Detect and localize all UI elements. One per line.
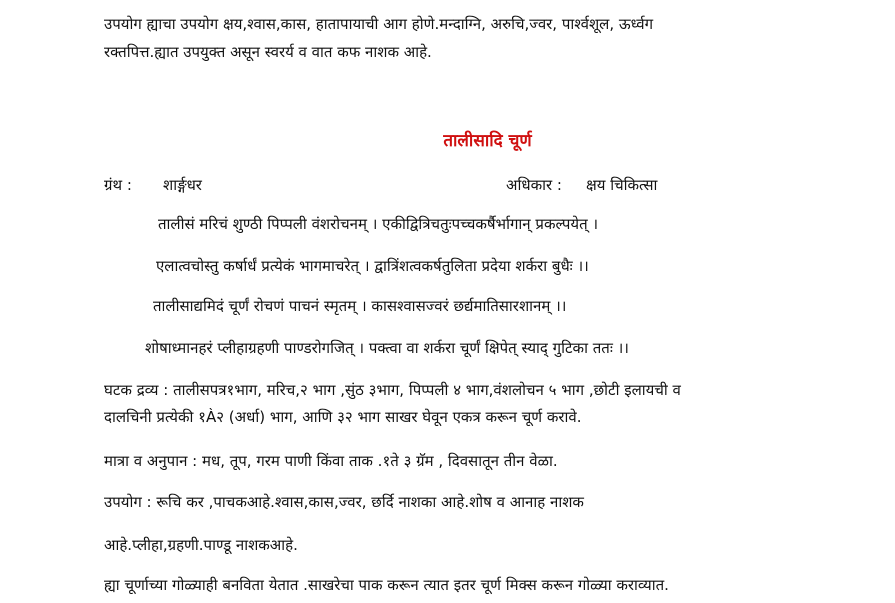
shloka-line-2: एलात्वचोस्तु कर्षार्धं प्रत्येकं भागमाचरेत् । द्वात्रिंशत्वकर्षतुलिता प्रदेया शर्करा बुधैः ।। xyxy=(156,257,589,275)
intro-line-1: उपयोग ह्याचा उपयोग क्षय,श्वास,कास, हातापायाची आग होणे.मन्दाग्नि, अरुचि,ज्वर, पार्श्वशूल, ऊर्ध्वग xyxy=(104,15,654,33)
section-title: तालीसादि चूर्ण xyxy=(443,131,532,151)
upyog-line-2: आहे.प्लीहा,ग्रहणी.पाण्डू नाशकआहे. xyxy=(104,536,298,554)
upyog-line-1: उपयोग : रूचि कर ,पाचकआहे.श्वास,कास,ज्वर, छर्दि नाशका आहे.शोष व आनाह नाशक xyxy=(104,493,584,511)
ghatak-line-2: दालचिनी प्रत्येकी १À२ (अर्धा) भाग, आणि ३२ भाग साखर घेवून एकत्र करून चूर्ण करावे. xyxy=(104,408,582,426)
closing-note: ह्या चूर्णाच्या गोळ्याही बनविता येतात .साखरेचा पाक करून त्यात इतर चूर्ण मिक्स करून गोळ्या कराव्यात. xyxy=(104,576,669,594)
shloka-line-1: तालीसं मरिचं शुण्ठी पिप्पली वंशरोचनम् । एकीद्वित्रिचतुःपच्चकर्षैर्भागान् प्रकल्पयेत् । xyxy=(158,215,599,233)
intro-line-2: रक्तपित्त.ह्यात उपयुक्त असून स्वरर्य व वात कफ नाशक आहे. xyxy=(104,43,432,61)
ghatak-line-1: घटक द्रव्य : तालीसपत्र१भाग, मरिच,२ भाग ,सुंठ ३भाग, पिप्पली ४ भाग,वंशलोचन ५ भाग ,छोटी इलायची व xyxy=(104,381,681,399)
shloka-line-4: शोषाध्मानहरं प्लीहाग्रहणी पाण्डरोगजित् । पक्त्वा वा शर्करा चूर्णं क्षिपेत् स्याद् गुटिका ततः ।। xyxy=(145,339,629,357)
matra-anupan: मात्रा व अनुपान : मध, तूप, गरम पाणी किंवा ताक .१ते ३ ग्रॅम , दिवसातून तीन वेळा. xyxy=(104,452,558,470)
shloka-line-3: तालीसाद्यमिदं चूर्णं रोचणं पाचनं स्मृतम् । कासश्वासज्वरं छर्द्यमातिसारशानम् ।। xyxy=(153,297,567,315)
adhikar-value: क्षय चिकित्सा xyxy=(586,176,658,194)
granth-label: ग्रंथ : xyxy=(104,176,132,194)
granth-value: शार्ङ्गधर xyxy=(163,176,202,194)
adhikar-label: अधिकार : xyxy=(506,176,562,194)
